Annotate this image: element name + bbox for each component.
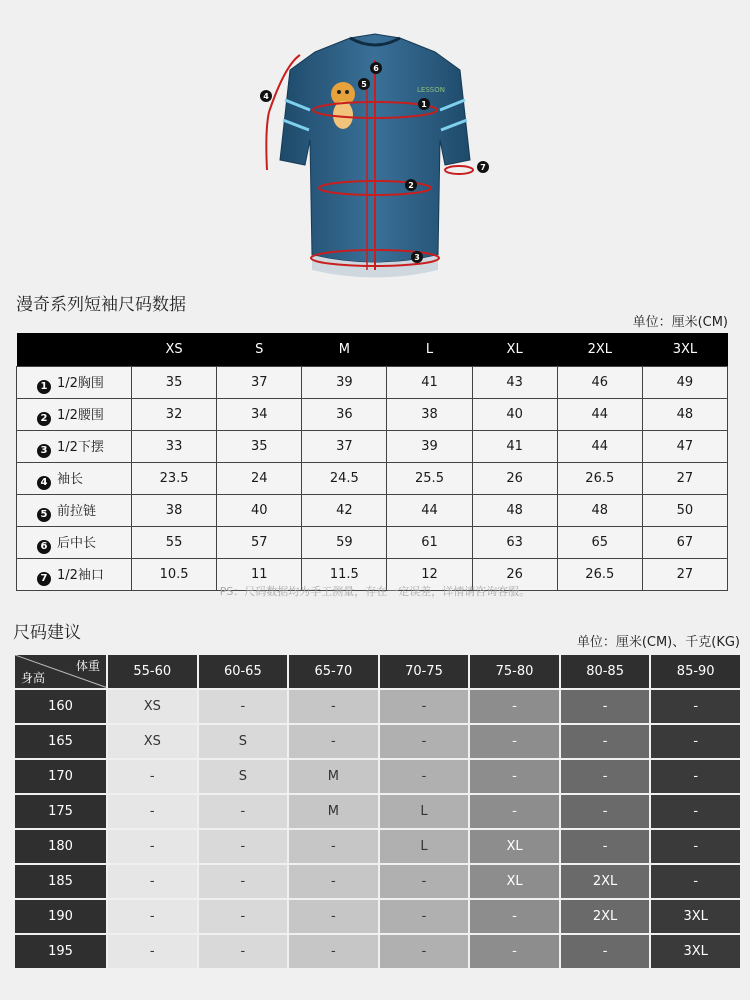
size-suggestion: -: [379, 899, 470, 934]
size-chart-unit: 单位：厘米(CM): [632, 315, 728, 330]
measure-name: 1/2下摆: [57, 439, 104, 455]
size-row: [17, 495, 728, 527]
size-suggestion: -: [469, 759, 560, 794]
size-header: XL: [472, 333, 557, 367]
corner-cell: [14, 654, 107, 689]
measure-value: 27: [642, 463, 727, 495]
measure-value: 34: [217, 399, 302, 431]
size-suggestion: -: [560, 934, 651, 969]
size-suggestion: -: [107, 899, 198, 934]
measure-value: 43: [472, 367, 557, 399]
size-suggestion: -: [107, 829, 198, 864]
size-suggestion: -: [560, 724, 651, 759]
size-header: 2XL: [557, 333, 642, 367]
size-suggestion: -: [379, 724, 470, 759]
height-label: 身高: [21, 671, 46, 685]
measure-value: 26: [472, 559, 557, 591]
measure-value: 37: [302, 431, 387, 463]
height-value: 190: [14, 899, 107, 934]
measure-value: 39: [387, 431, 472, 463]
height-value: 180: [14, 829, 107, 864]
weight-header: 60-65: [198, 654, 289, 689]
height-row: [14, 829, 741, 864]
size-suggestion: XL: [469, 864, 560, 899]
size-suggestion: S: [198, 759, 289, 794]
svg-text:4: 4: [263, 92, 269, 101]
measure-value: 67: [642, 527, 727, 559]
size-row: [17, 399, 728, 431]
height-value: 195: [14, 934, 107, 969]
size-header: S: [217, 333, 302, 367]
measure-number-badge: 5: [37, 508, 51, 522]
measure-name: 袖长: [57, 471, 84, 487]
measure-value: 49: [642, 367, 727, 399]
height-value: 165: [14, 724, 107, 759]
size-suggestion: M: [288, 759, 379, 794]
measure-value: 33: [132, 431, 217, 463]
measure-value: 25.5: [387, 463, 472, 495]
measure-name: 前拉链: [57, 503, 97, 519]
measure-label: [17, 399, 132, 431]
measure-number-badge: 6: [37, 540, 51, 554]
size-suggestion: -: [379, 689, 470, 724]
measure-value: 23.5: [132, 463, 217, 495]
size-suggestion: -: [379, 934, 470, 969]
weight-header: 70-75: [379, 654, 470, 689]
recommend-title: 尺码建议: [13, 623, 81, 643]
size-suggestion: 3XL: [650, 899, 741, 934]
height-row: [14, 899, 741, 934]
svg-text:7: 7: [480, 163, 486, 172]
height-row: [14, 864, 741, 899]
size-suggestion: -: [650, 864, 741, 899]
brand-text: LESSON: [417, 86, 445, 94]
measure-value: 37: [217, 367, 302, 399]
measure-value: 26.5: [557, 463, 642, 495]
height-value: 170: [14, 759, 107, 794]
size-row: [17, 463, 728, 495]
weight-header: 75-80: [469, 654, 560, 689]
measure-label: [17, 431, 132, 463]
measure-number-badge: 1: [37, 380, 51, 394]
size-suggestion: -: [198, 829, 289, 864]
svg-text:5: 5: [361, 80, 367, 89]
measure-label: [17, 495, 132, 527]
size-suggestion: -: [107, 864, 198, 899]
size-suggestion: 3XL: [650, 934, 741, 969]
measure-value: 46: [557, 367, 642, 399]
weight-header: 55-60: [107, 654, 198, 689]
svg-text:3: 3: [414, 253, 420, 262]
svg-text:6: 6: [373, 64, 379, 73]
size-suggestion: -: [560, 759, 651, 794]
measure-value: 10.5: [132, 559, 217, 591]
measure-value: 55: [132, 527, 217, 559]
marker-5: [358, 78, 370, 90]
measure-value: 65: [557, 527, 642, 559]
weight-header: 65-70: [288, 654, 379, 689]
height-row: [14, 689, 741, 724]
jersey-illustration: [255, 30, 495, 285]
measure-number-badge: 3: [37, 444, 51, 458]
size-suggestion: -: [650, 794, 741, 829]
size-header-blank: [17, 333, 132, 367]
size-suggestion: -: [560, 689, 651, 724]
measure-number-badge: 7: [37, 572, 51, 586]
measure-value: 48: [472, 495, 557, 527]
height-row: [14, 724, 741, 759]
measure-value: 42: [302, 495, 387, 527]
measure-value: 24: [217, 463, 302, 495]
measure-value: 44: [557, 399, 642, 431]
measure-value: 38: [132, 495, 217, 527]
size-row: [17, 431, 728, 463]
size-suggestion: -: [198, 689, 289, 724]
size-suggestion: -: [560, 794, 651, 829]
size-suggestion: -: [107, 934, 198, 969]
size-suggestion: -: [288, 934, 379, 969]
size-suggestion: -: [288, 689, 379, 724]
measure-value: 32: [132, 399, 217, 431]
measure-value: 63: [472, 527, 557, 559]
size-header: M: [302, 333, 387, 367]
measure-value: 48: [642, 399, 727, 431]
size-suggestion: 2XL: [560, 899, 651, 934]
size-suggestion: -: [379, 759, 470, 794]
measure-value: 12: [387, 559, 472, 591]
size-suggestion: L: [379, 794, 470, 829]
measure-value: 27: [642, 559, 727, 591]
marker-3: [411, 251, 423, 263]
measure-number-badge: 4: [37, 476, 51, 490]
marker-2: [405, 179, 417, 191]
measure-name: 1/2腰围: [57, 407, 104, 423]
measure-value: 40: [217, 495, 302, 527]
measure-value: 40: [472, 399, 557, 431]
measure-label: [17, 367, 132, 399]
measure-value: 11: [217, 559, 302, 591]
marker-6: [370, 62, 382, 74]
size-suggestion: -: [379, 864, 470, 899]
size-header: L: [387, 333, 472, 367]
measure-value: 44: [557, 431, 642, 463]
size-suggestion: -: [650, 689, 741, 724]
measure-value: 57: [217, 527, 302, 559]
size-suggestion: -: [560, 829, 651, 864]
size-suggestion: -: [469, 934, 560, 969]
size-suggestion: XS: [107, 689, 198, 724]
measure-value: 35: [132, 367, 217, 399]
size-suggestion: -: [288, 864, 379, 899]
size-suggestion: -: [288, 899, 379, 934]
size-suggestion: -: [107, 759, 198, 794]
size-suggestion: S: [198, 724, 289, 759]
size-suggestion: -: [650, 759, 741, 794]
size-chart-title: 漫奇系列短袖尺码数据: [16, 295, 186, 315]
ps-note: PS：尺码数据均为手工测量，存在一定误差，详情请咨询客服。: [219, 585, 531, 598]
size-suggestion: 2XL: [560, 864, 651, 899]
measure-value: 61: [387, 527, 472, 559]
size-header: XS: [132, 333, 217, 367]
svg-text:2: 2: [408, 181, 414, 190]
measure-value: 41: [472, 431, 557, 463]
weight-header-row: [14, 654, 741, 689]
recommend-table: [13, 653, 742, 970]
measure-value: 44: [387, 495, 472, 527]
measure-label: [17, 463, 132, 495]
size-suggestion: L: [379, 829, 470, 864]
marker-1: [418, 98, 430, 110]
height-row: [14, 759, 741, 794]
size-suggestion: -: [198, 934, 289, 969]
marker-7: [477, 161, 489, 173]
measure-number-badge: 2: [37, 412, 51, 426]
measure-value: 24.5: [302, 463, 387, 495]
measure-value: 26.5: [557, 559, 642, 591]
size-suggestion: XS: [107, 724, 198, 759]
measure-value: 36: [302, 399, 387, 431]
size-suggestion: -: [288, 829, 379, 864]
marker-4: [260, 90, 272, 102]
size-header-row: [17, 333, 728, 367]
size-suggestion: XL: [469, 829, 560, 864]
measure-value: 41: [387, 367, 472, 399]
weight-label: 体重: [75, 659, 100, 673]
height-row: [14, 794, 741, 829]
measure-value: 47: [642, 431, 727, 463]
measure-value: 38: [387, 399, 472, 431]
measure-value: 39: [302, 367, 387, 399]
size-row: [17, 527, 728, 559]
height-value: 160: [14, 689, 107, 724]
measure-name: 1/2胸围: [57, 375, 104, 391]
size-suggestion: -: [198, 899, 289, 934]
size-suggestion: -: [198, 794, 289, 829]
measure-value: 11.5: [302, 559, 387, 591]
size-chart-table: [16, 333, 728, 591]
measure-name: 1/2袖口: [57, 567, 104, 583]
size-suggestion: -: [107, 794, 198, 829]
size-suggestion: -: [650, 724, 741, 759]
size-suggestion: -: [469, 689, 560, 724]
height-row: [14, 934, 741, 969]
size-row: [17, 367, 728, 399]
size-header: 3XL: [642, 333, 727, 367]
size-suggestion: -: [288, 724, 379, 759]
size-suggestion: -: [650, 829, 741, 864]
size-suggestion: -: [198, 864, 289, 899]
measure-value: 59: [302, 527, 387, 559]
measure-value: 50: [642, 495, 727, 527]
size-suggestion: -: [469, 724, 560, 759]
size-suggestion: M: [288, 794, 379, 829]
height-value: 185: [14, 864, 107, 899]
weight-header: 80-85: [560, 654, 651, 689]
weight-header: 85-90: [650, 654, 741, 689]
jersey-diagram: [255, 30, 495, 285]
measure-value: 48: [557, 495, 642, 527]
svg-text:1: 1: [421, 100, 427, 109]
measure-value: 26: [472, 463, 557, 495]
height-value: 175: [14, 794, 107, 829]
measure-value: 35: [217, 431, 302, 463]
measure-name: 后中长: [57, 535, 97, 551]
size-suggestion: -: [469, 899, 560, 934]
measure-label: [17, 527, 132, 559]
size-suggestion: -: [469, 794, 560, 829]
recommend-unit: 单位：厘米(CM)、千克(KG): [576, 635, 740, 650]
